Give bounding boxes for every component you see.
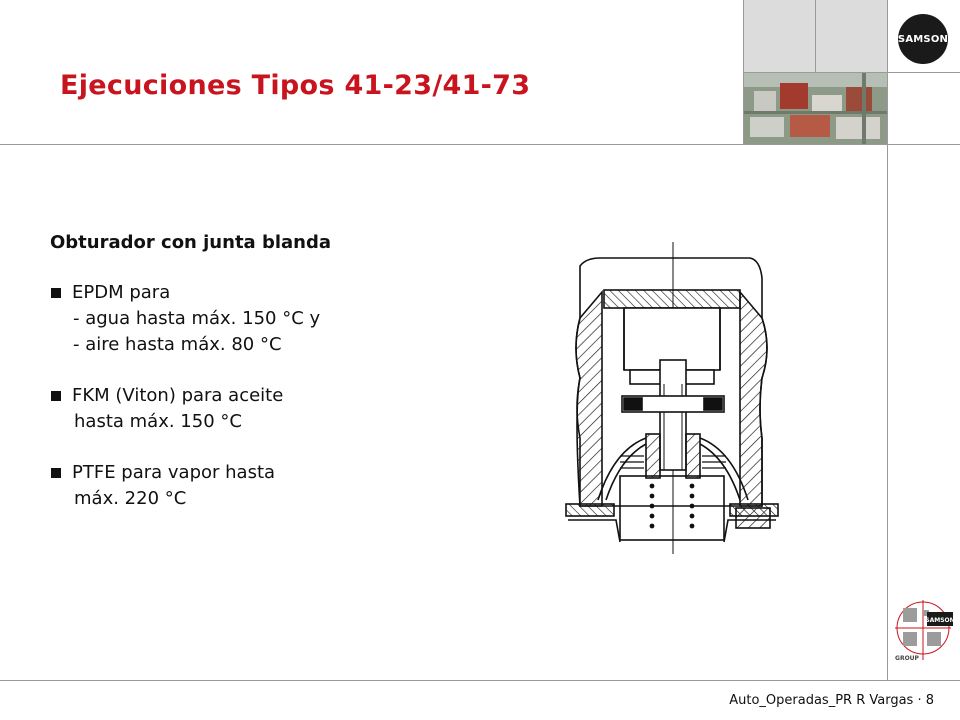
header-gray-block-left — [743, 0, 815, 72]
factory-aerial-photo — [744, 73, 887, 144]
header-underline — [0, 144, 960, 145]
slide-title: Ejecuciones Tipos 41-23/41-73 — [60, 70, 531, 101]
slide-footer: Auto_Operadas_PR R Vargas · 8 — [729, 693, 934, 708]
bullet-marker-3 — [51, 468, 61, 478]
bullet-3-line-1: PTFE para vapor hasta — [72, 462, 276, 483]
bullet-1-line-2: - agua hasta máx. 150 °C y — [73, 308, 321, 329]
group-badge-top-text: SAMSON — [925, 617, 955, 624]
bullet-1-line-1: EPDM para — [72, 282, 171, 303]
bullet-1-line-3: - aire hasta máx. 80 °C — [73, 334, 282, 355]
valve-plug-section-drawing — [540, 238, 790, 558]
group-badge-bottom-text: GROUP — [895, 655, 919, 662]
bullet-marker-1 — [51, 288, 61, 298]
footer-divider — [0, 680, 960, 681]
slide-subtitle: Obturador con junta blanda — [50, 232, 332, 253]
bullet-2-line-2: hasta máx. 150 °C — [74, 411, 242, 432]
header-divider-3 — [887, 0, 888, 680]
samson-logo-text: SAMSON — [897, 33, 949, 45]
samson-group-logo — [893, 598, 955, 664]
header-divider-2 — [815, 0, 816, 72]
bullet-marker-2 — [51, 391, 61, 401]
samson-logo — [898, 14, 948, 64]
header-gray-block-right — [815, 0, 887, 72]
bullet-3-line-2: máx. 220 °C — [74, 488, 187, 509]
bullet-2-line-1: FKM (Viton) para aceite — [72, 385, 284, 406]
